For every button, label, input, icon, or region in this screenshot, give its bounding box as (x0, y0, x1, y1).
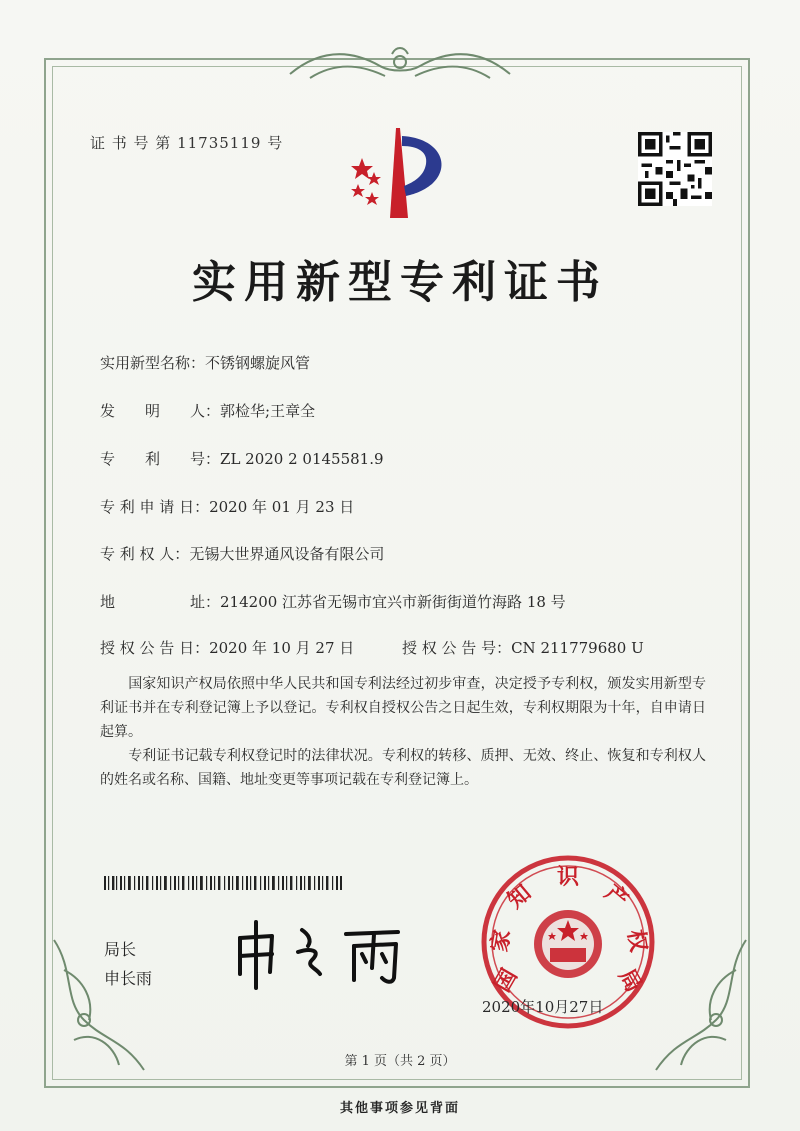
field-apply-date (100, 496, 354, 517)
patent-number-value: ZL 2020 2 0145581.9 (220, 450, 384, 468)
svg-text:权: 权 (622, 927, 652, 954)
address-label: 地 址： (100, 593, 221, 611)
patentee-value: 无锡大世界通风设备有限公司 (189, 545, 385, 563)
grant-date-value: 2020 年 10 月 27 日 (209, 639, 355, 657)
document-title: 实用新型专利证书 (192, 257, 608, 308)
svg-text:知: 知 (502, 879, 537, 914)
barcode-icon (104, 876, 344, 890)
seal-date: 2020年10月27日 (482, 998, 604, 1016)
svg-text:识: 识 (556, 864, 580, 890)
signatory-role: 局长 (104, 940, 137, 959)
patent-number-label: 专 利 号： (100, 450, 221, 468)
field-grant-number (402, 637, 644, 658)
field-patentee (100, 543, 384, 564)
signatory-name: 申长雨 (104, 969, 153, 988)
apply-date-value: 2020 年 01 月 23 日 (209, 498, 355, 516)
svg-text:家: 家 (486, 927, 516, 954)
grant-number-value: CN 211779680 U (511, 639, 644, 657)
utility-name-value: 不锈钢螺旋风管 (205, 354, 311, 372)
field-utility-name (100, 352, 310, 373)
svg-text:局: 局 (613, 964, 647, 997)
cnipa-logo-icon (340, 126, 460, 222)
field-patent-number (100, 448, 384, 469)
field-address (100, 591, 566, 612)
certificate-number: 证 书 号 第 11735119 号 (90, 134, 284, 152)
grant-date-label: 授 权 公 告 日： (100, 639, 210, 657)
field-grant-date (100, 637, 354, 658)
body-paragraph-2: 专利证书记载专利权登记时的法律状况。专利权的转移、质押、无效、终止、恢复和专利权人的姓名或名称、国籍、地址变更等事项记载在专利登记簿上。 (100, 748, 706, 788)
address-value: 214200 江苏省无锡市宜兴市新街街道竹海路 18 号 (220, 593, 566, 611)
footer-note: 其他事项参见背面 (339, 1101, 460, 1116)
field-inventor (100, 400, 315, 421)
handwritten-signature (228, 916, 418, 990)
body-paragraph-1: 国家知识产权局依照中华人民共和国专利法经过初步审查，决定授予专利权，颁发实用新型专利证书并在专利登记簿上予以登记。专利权自授权公告之日起生效，专利权期限为十年，自申请日起算。 (100, 676, 706, 740)
grant-number-label: 授 权 公 告 号： (402, 639, 512, 657)
inventor-value: 郭检华;王章全 (220, 402, 316, 420)
qr-code-icon (638, 132, 712, 206)
apply-date-label: 专 利 申 请 日： (100, 498, 210, 516)
svg-text:产: 产 (599, 879, 634, 914)
patentee-label: 专 利 权 人： (100, 545, 190, 563)
utility-name-label: 实用新型名称： (100, 354, 206, 372)
svg-text:国: 国 (489, 964, 523, 997)
top-ornament (280, 44, 520, 88)
inventor-label: 发 明 人： (100, 402, 221, 420)
page-number: 第 1 页（共 2 页） (344, 1054, 456, 1069)
